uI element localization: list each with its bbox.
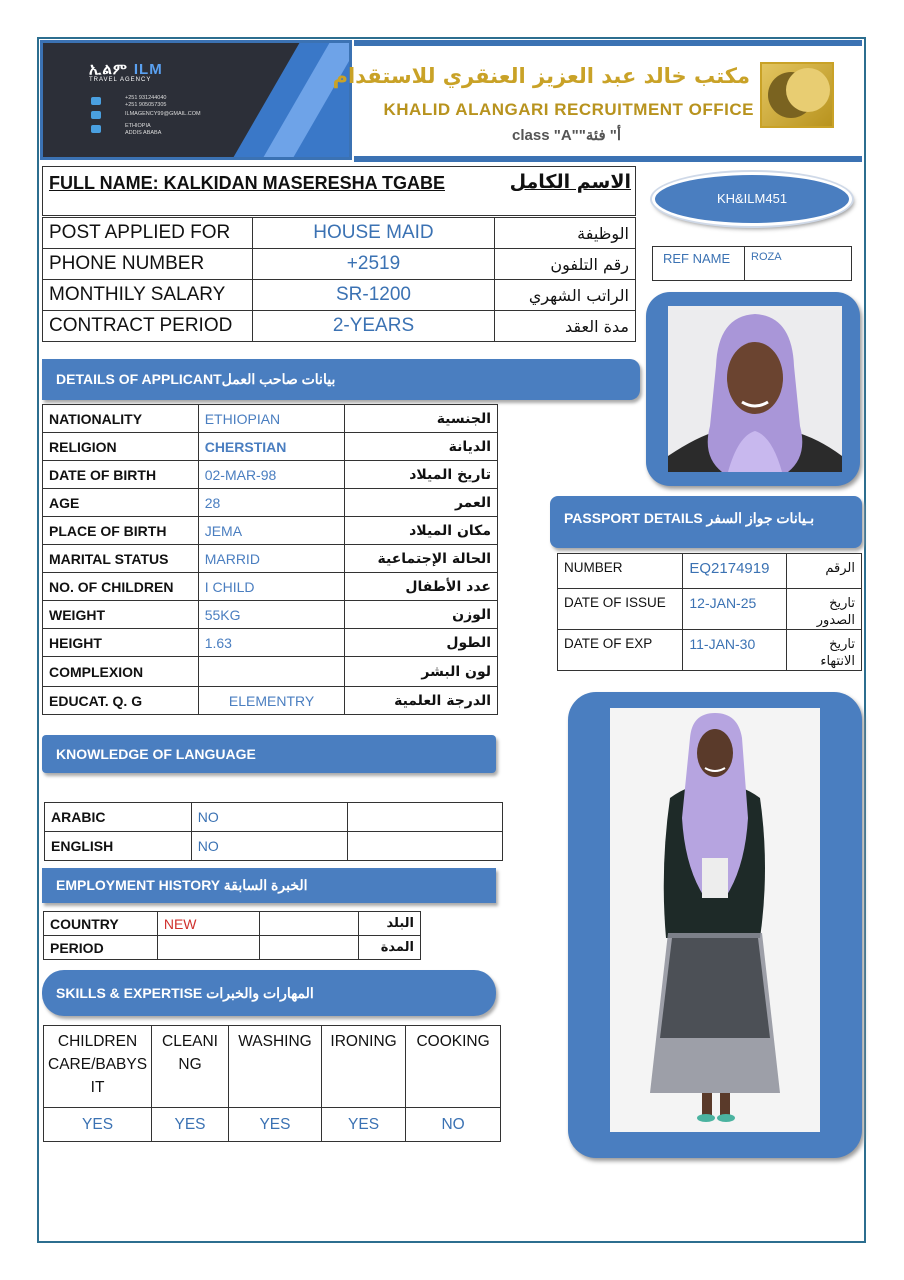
full-body-image: [610, 708, 820, 1132]
table-row: DATE OF EXP 11-JAN-30 تاريخ الانتهاء: [558, 630, 862, 671]
skills-section-header: SKILLS & EXPERTISE المهارات والخبرات: [42, 970, 496, 1016]
table-row: DATE OF BIRTH 02-MAR-98 تاريخ الميلاد: [43, 461, 498, 489]
full-name-ar: الاسم الكامل: [509, 171, 631, 193]
table-row: RELIGION CHERSTIAN الديانة: [43, 433, 498, 461]
portrait-image: [668, 306, 842, 472]
table-row: NO. OF CHILDREN I CHILD عدد الأطفال: [43, 573, 498, 601]
table-row: POST APPLIED FOR HOUSE MAID الوظيفة: [43, 218, 636, 249]
ref-name-box: [652, 246, 852, 281]
ref-name-label: REF NAME: [653, 247, 745, 280]
ref-code-badge: KH&ILM451: [652, 172, 852, 226]
job-table: [42, 217, 636, 342]
employment-section-header: EMPLOYMENT HISTORY الخبرة السابقة: [42, 868, 496, 903]
employment-table: [43, 911, 421, 960]
ref-name-value: ROZA: [751, 251, 782, 263]
table-row: AGE 28 العمر: [43, 489, 498, 517]
table-row: PERIOD المدة: [44, 936, 421, 960]
table-row: CHILDREN CARE/BABYS IT CLEANI NG WASHING IRONING COOKING: [44, 1026, 501, 1108]
passport-section-header: PASSPORT DETAILS بـيانات جواز السفر: [550, 496, 862, 548]
agency-subtitle: TRAVEL AGENCY: [89, 77, 152, 83]
table-row: WEIGHT 55KG الوزن: [43, 601, 498, 629]
agency-location: ETHIOPIA ADDIS ABABA: [125, 123, 162, 136]
office-name-en: KHALID ALANGARI RECRUITMENT OFFICE: [383, 100, 754, 119]
table-row: COUNTRY NEW البلد: [44, 912, 421, 936]
full-name: FULL NAME: KALKIDAN MASERESHA TGABE: [49, 173, 445, 193]
skills-table: [43, 1025, 501, 1142]
table-row: HEIGHT 1.63 الطول: [43, 629, 498, 657]
table-row: COMPLEXION لون البشر: [43, 657, 498, 687]
table-row: CONTRACT PERIOD 2-YEARS مدة العقد: [43, 311, 636, 342]
agency-logo: ኢልም ILM: [89, 61, 163, 78]
language-section-header: KNOWLEDGE OF LANGUAGE: [42, 735, 496, 773]
agency-email: ILMAGENCY99@GMAIL.COM: [125, 111, 201, 117]
table-row: MONTHILY SALARY SR-1200 الراتب الشهري: [43, 280, 636, 311]
portrait-photo: [646, 292, 860, 486]
table-row: PLACE OF BIRTH JEMA مكان الميلاد: [43, 517, 498, 545]
table-row: DATE OF ISSUE 12-JAN-25 تاريخ الصدور: [558, 589, 862, 630]
details-section-header: DETAILS OF APPLICANTبيانات صاحب العمل: [42, 359, 640, 400]
table-row: PHONE NUMBER +2519 رقم التلفون: [43, 249, 636, 280]
office-class: class "A""أ" فئة: [512, 127, 622, 144]
table-row: NUMBER EQ2174919 الرقم: [558, 554, 862, 589]
location-icon: [91, 125, 101, 133]
office-name-ar: مكتب خالد عبد العزيز العنقري للاستقدام: [332, 64, 750, 88]
table-row: MARITAL STATUS MARRID الحالة الإجتماعية: [43, 545, 498, 573]
table-row: YES YES YES YES NO: [44, 1108, 501, 1142]
table-row: ENGLISH NO: [45, 832, 503, 861]
details-table: [42, 404, 498, 715]
full-body-photo: [568, 692, 862, 1158]
language-table: [44, 802, 503, 861]
table-row: NATIONALITY ETHIOPIAN الجنسية: [43, 405, 498, 433]
email-icon: [91, 111, 101, 119]
full-name-row: [42, 166, 636, 216]
office-header: [332, 40, 862, 162]
passport-table: [557, 553, 862, 671]
agency-card: [40, 40, 352, 160]
agency-phone: +251 931244040 +251 905057305: [125, 95, 167, 108]
table-row: EDUCAT. Q. G ELEMENTRY الدرجة العلمية: [43, 687, 498, 715]
phone-icon: [91, 97, 101, 105]
table-row: ARABIC NO: [45, 803, 503, 832]
office-logo-icon: [760, 62, 834, 128]
